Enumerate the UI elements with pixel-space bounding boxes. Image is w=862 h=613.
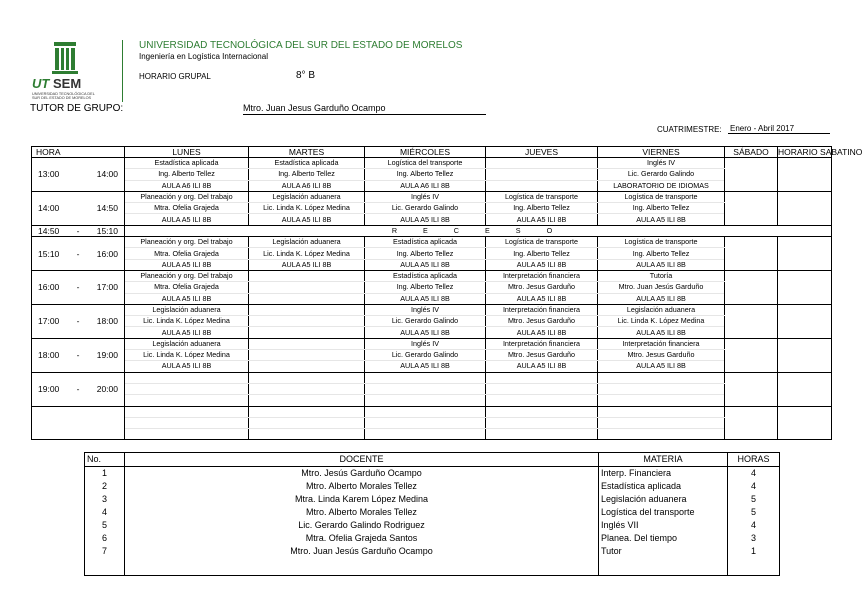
docente-horas: 5 bbox=[728, 493, 780, 506]
schedule-cell-viernes: AULA A5 ILI 8B bbox=[598, 327, 725, 338]
miercoles-header: MIÉRCOLES bbox=[365, 147, 486, 158]
schedule-cell-jueves: Interpretación financiera bbox=[486, 270, 598, 281]
schedule-cell-sabatino bbox=[778, 158, 832, 192]
time-cell bbox=[32, 191, 125, 225]
docente-horas: 4 bbox=[728, 467, 780, 481]
schedule-cell-jueves bbox=[486, 383, 598, 394]
schedule-cell-viernes bbox=[598, 417, 725, 428]
no-header: No. bbox=[85, 453, 125, 467]
schedule-cell-martes: AULA A6 ILI 8B bbox=[249, 180, 365, 191]
schedule-cell-viernes: AULA A5 ILI 8B bbox=[598, 293, 725, 304]
schedule-cell-lunes: Planeación y org. Del trabajo bbox=[125, 270, 249, 281]
schedule-cell-miercoles: AULA A5 ILI 8B bbox=[365, 327, 486, 338]
schedule-cell-martes bbox=[249, 270, 365, 281]
schedule-cell-miercoles bbox=[365, 429, 486, 440]
schedule-cell-lunes: AULA A5 ILI 8B bbox=[125, 214, 249, 225]
time-sep: - bbox=[76, 316, 80, 327]
time-range bbox=[32, 226, 124, 236]
schedule-cell-lunes: Ing. Alberto Tellez bbox=[125, 169, 249, 180]
martes-header: MARTES bbox=[249, 147, 365, 158]
schedule-cell-lunes: AULA A5 ILI 8B bbox=[125, 361, 249, 372]
schedule-cell-miercoles: Inglés IV bbox=[365, 191, 486, 202]
schedule-cell-sabado bbox=[725, 406, 778, 440]
docente-materia: Logística del transporte bbox=[599, 506, 728, 519]
schedule-cell-jueves: Logística de transporte bbox=[486, 191, 598, 202]
time-sep: - bbox=[76, 350, 80, 361]
docente-no: 3 bbox=[85, 493, 125, 506]
schedule-cell-miercoles: Logística del transporte bbox=[365, 158, 486, 169]
schedule-row bbox=[32, 248, 832, 259]
schedule-body bbox=[32, 147, 862, 440]
docente-row bbox=[85, 532, 780, 545]
svg-text:UT: UT bbox=[32, 76, 50, 91]
schedule-cell-martes bbox=[249, 338, 365, 349]
schedule-cell-martes: AULA A5 ILI 8B bbox=[249, 214, 365, 225]
schedule-cell-jueves: Mtro. Jesus Garduño bbox=[486, 282, 598, 293]
time-end: 18:00 bbox=[96, 316, 118, 327]
schedule-cell-viernes: Logística de transporte bbox=[598, 237, 725, 248]
schedule-cell-viernes: Legislación aduanera bbox=[598, 304, 725, 315]
schedule-cell-sabatino bbox=[778, 304, 832, 338]
schedule-cell-viernes: Lic. Gerardo Galindo bbox=[598, 169, 725, 180]
schedule-cell-viernes: Inglés IV bbox=[598, 158, 725, 169]
schedule-row bbox=[32, 338, 832, 349]
docente-materia: Inglés VII bbox=[599, 519, 728, 532]
schedule-row bbox=[32, 203, 832, 214]
schedule-cell-lunes: AULA A5 ILI 8B bbox=[125, 259, 249, 270]
time-start: 18:00 bbox=[38, 350, 60, 361]
docente-row bbox=[85, 545, 780, 558]
schedule-cell-viernes: Ing. Alberto Tellez bbox=[598, 203, 725, 214]
schedule-cell-martes bbox=[249, 406, 365, 417]
docente-row bbox=[85, 493, 780, 506]
time-range bbox=[32, 249, 124, 259]
schedule-row bbox=[32, 282, 832, 293]
schedule-cell-lunes bbox=[125, 417, 249, 428]
schedule-cell-miercoles: AULA A5 ILI 8B bbox=[365, 259, 486, 270]
schedule-cell-viernes: Logística de transporte bbox=[598, 191, 725, 202]
schedule-cell-martes: AULA A5 ILI 8B bbox=[249, 259, 365, 270]
docente-no: 5 bbox=[85, 519, 125, 532]
schedule-cell-lunes bbox=[125, 383, 249, 394]
schedule-cell-martes bbox=[249, 395, 365, 406]
tutor-name: Mtro. Juan Jesus Garduño Ocampo bbox=[243, 103, 486, 115]
schedule-row bbox=[32, 429, 832, 440]
utsem-logo-graphic bbox=[30, 42, 130, 104]
schedule-cell-lunes: Legislación aduanera bbox=[125, 338, 249, 349]
materia-header: MATERIA bbox=[599, 453, 728, 467]
schedule-cell-miercoles: Estadística aplicada bbox=[365, 237, 486, 248]
time-cell bbox=[32, 372, 125, 406]
schedule-cell-miercoles: Ing. Alberto Tellez bbox=[365, 282, 486, 293]
schedule-cell-viernes: Interpretación financiera bbox=[598, 338, 725, 349]
schedule-cell-jueves bbox=[486, 417, 598, 428]
schedule-cell-sabado bbox=[725, 237, 778, 271]
docente-name: Mtro. Alberto Morales Tellez bbox=[125, 480, 599, 493]
schedule-cell-viernes: Ing. Alberto Tellez bbox=[598, 248, 725, 259]
docente-materia: Legislación aduanera bbox=[599, 493, 728, 506]
cuatrimestre-label: CUATRIMESTRE: bbox=[657, 125, 722, 134]
docente-name: Mtro. Alberto Morales Tellez bbox=[125, 506, 599, 519]
time-start: 19:00 bbox=[38, 384, 60, 395]
group-label: 8° B bbox=[296, 70, 316, 81]
schedule-cell-viernes: AULA A5 ILI 8B bbox=[598, 214, 725, 225]
program-name: Ingeniería en Logística Internacional bbox=[139, 52, 268, 61]
tutor-label: TUTOR DE GRUPO: bbox=[30, 103, 124, 114]
docente-materia: Tutor bbox=[599, 545, 728, 558]
schedule-row bbox=[32, 214, 832, 225]
time-sep: - bbox=[76, 384, 80, 395]
schedule-cell-martes: Legislación aduanera bbox=[249, 191, 365, 202]
time-end: 19:00 bbox=[96, 350, 118, 361]
receso-time bbox=[32, 225, 125, 236]
schedule-row bbox=[32, 237, 832, 248]
schedule-cell-lunes bbox=[125, 406, 249, 417]
docente-row bbox=[85, 506, 780, 519]
docente-row bbox=[85, 480, 780, 493]
schedule-cell-sabado bbox=[725, 270, 778, 304]
time-end: 15:10 bbox=[96, 225, 118, 236]
schedule-row bbox=[32, 406, 832, 417]
schedule-cell-lunes: AULA A5 ILI 8B bbox=[125, 293, 249, 304]
time-cell bbox=[32, 237, 125, 271]
docente-name: Mtra. Linda Karem López Medina bbox=[125, 493, 599, 506]
schedule-row bbox=[32, 395, 832, 406]
docentes-table bbox=[84, 452, 780, 576]
schedule-cell-viernes: AULA A5 ILI 8B bbox=[598, 259, 725, 270]
time-cell bbox=[32, 304, 125, 338]
docente-horas: 4 bbox=[728, 480, 780, 493]
schedule-cell-miercoles bbox=[365, 417, 486, 428]
time-start: 15:10 bbox=[38, 248, 60, 259]
schedule-cell-miercoles bbox=[365, 395, 486, 406]
svg-text:SUR DEL ESTADO DE MORELOS: SUR DEL ESTADO DE MORELOS bbox=[32, 96, 92, 100]
schedule-cell-martes: Ing. Alberto Tellez bbox=[249, 169, 365, 180]
schedule-cell-miercoles bbox=[365, 372, 486, 383]
schedule-cell-viernes: LABORATORIO DE IDIOMAS bbox=[598, 180, 725, 191]
schedule-cell-viernes: Mtro. Jesus Garduño bbox=[598, 350, 725, 361]
schedule-cell-sabatino bbox=[778, 338, 832, 372]
lunes-header: LUNES bbox=[125, 147, 249, 158]
schedule-cell-miercoles: Inglés IV bbox=[365, 338, 486, 349]
schedule-cell-lunes: Planeación y org. Del trabajo bbox=[125, 237, 249, 248]
schedule-cell-lunes: Mtra. Ofelia Grajeda bbox=[125, 248, 249, 259]
time-cell bbox=[32, 338, 125, 372]
schedule-row bbox=[32, 372, 832, 383]
schedule-cell-lunes: Planeación y org. Del trabajo bbox=[125, 191, 249, 202]
time-start: 16:00 bbox=[38, 282, 60, 293]
schedule-row bbox=[32, 304, 832, 315]
schedule-row bbox=[32, 169, 832, 180]
time-range bbox=[32, 169, 124, 179]
time-sep: - bbox=[76, 248, 80, 259]
schedule-row bbox=[32, 180, 832, 191]
schedule-cell-martes bbox=[249, 316, 365, 327]
schedule-cell-lunes: Estadística aplicada bbox=[125, 158, 249, 169]
jueves-header: JUEVES bbox=[486, 147, 598, 158]
schedule-cell-martes bbox=[249, 293, 365, 304]
schedule-cell-viernes: AULA A5 ILI 8B bbox=[598, 361, 725, 372]
docente-horas: 4 bbox=[728, 519, 780, 532]
schedule-cell-viernes: Mtro. Juan Jesús Garduño bbox=[598, 282, 725, 293]
schedule-cell-martes bbox=[249, 383, 365, 394]
time-cell bbox=[32, 406, 125, 440]
schedule-cell-viernes bbox=[598, 406, 725, 417]
schedule-cell-sabado bbox=[725, 304, 778, 338]
docente-row-empty bbox=[85, 558, 780, 576]
schedule-cell-jueves bbox=[486, 429, 598, 440]
schedule-cell-jueves: Interpretación financiera bbox=[486, 338, 598, 349]
docente-horas: 5 bbox=[728, 506, 780, 519]
schedule-row bbox=[32, 191, 832, 202]
docente-materia: Estadística aplicada bbox=[599, 480, 728, 493]
schedule-cell-miercoles: Inglés IV bbox=[365, 304, 486, 315]
schedule-cell-miercoles: AULA A6 ILI 8B bbox=[365, 180, 486, 191]
schedule-cell-jueves bbox=[486, 158, 598, 169]
time-start: 17:00 bbox=[38, 316, 60, 327]
schedule-cell-jueves: AULA A5 ILI 8B bbox=[486, 214, 598, 225]
docente-no: 6 bbox=[85, 532, 125, 545]
docente-name: Mtra. Ofelia Grajeda Santos bbox=[125, 532, 599, 545]
schedule-cell-martes bbox=[249, 327, 365, 338]
schedule-cell-miercoles bbox=[365, 383, 486, 394]
schedule-cell-jueves: AULA A5 ILI 8B bbox=[486, 293, 598, 304]
schedule-cell-lunes: AULA A6 ILI 8B bbox=[125, 180, 249, 191]
schedule-cell-sabado bbox=[725, 372, 778, 406]
docente-no: 1 bbox=[85, 467, 125, 481]
schedule-cell-lunes: AULA A5 ILI 8B bbox=[125, 327, 249, 338]
schedule-cell-miercoles: Lic. Gerardo Galindo bbox=[365, 203, 486, 214]
docente-empty-cell bbox=[125, 558, 599, 576]
schedule-cell-miercoles: Lic. Gerardo Galindo bbox=[365, 350, 486, 361]
docente-header: DOCENTE bbox=[125, 453, 599, 467]
time-cell bbox=[32, 158, 125, 192]
schedule-cell-martes: Estadística aplicada bbox=[249, 158, 365, 169]
schedule-cell-sabatino bbox=[778, 406, 832, 440]
docente-empty-cell bbox=[728, 558, 780, 576]
horario-label: HORARIO GRUPAL bbox=[139, 72, 211, 81]
time-end: 17:00 bbox=[96, 282, 118, 293]
schedule-cell-martes bbox=[249, 282, 365, 293]
schedule-cell-sabado bbox=[725, 158, 778, 192]
schedule-cell-viernes: Tutoría bbox=[598, 270, 725, 281]
schedule-cell-jueves: AULA A5 ILI 8B bbox=[486, 327, 598, 338]
schedule-table bbox=[31, 146, 862, 440]
docente-no: 2 bbox=[85, 480, 125, 493]
schedule-cell-martes bbox=[249, 304, 365, 315]
schedule-cell-martes: Lic. Linda K. López Medina bbox=[249, 248, 365, 259]
docente-empty-cell bbox=[85, 558, 125, 576]
schedule-cell-martes bbox=[249, 417, 365, 428]
schedule-cell-lunes: Mtra. Ofelia Grajeda bbox=[125, 203, 249, 214]
schedule-cell-jueves: Logística de transporte bbox=[486, 237, 598, 248]
schedule-cell-jueves: AULA A5 ILI 8B bbox=[486, 361, 598, 372]
schedule-cell-miercoles: Ing. Alberto Tellez bbox=[365, 169, 486, 180]
schedule-cell-jueves: Ing. Alberto Tellez bbox=[486, 248, 598, 259]
svg-text:UNIVERSIDAD TECNOLÓGICA DEL: UNIVERSIDAD TECNOLÓGICA DEL bbox=[32, 92, 95, 96]
schedule-row bbox=[32, 316, 832, 327]
schedule-cell-martes bbox=[249, 350, 365, 361]
schedule-cell-sabatino bbox=[778, 270, 832, 304]
schedule-row bbox=[32, 270, 832, 281]
schedule-cell-martes: Legislación aduanera bbox=[249, 237, 365, 248]
schedule-cell-jueves: AULA A5 ILI 8B bbox=[486, 259, 598, 270]
schedule-cell-miercoles: Lic. Gerardo Galindo bbox=[365, 316, 486, 327]
schedule-row bbox=[32, 417, 832, 428]
docente-empty-cell bbox=[599, 558, 728, 576]
schedule-cell-miercoles: AULA A5 ILI 8B bbox=[365, 214, 486, 225]
time-sep: - bbox=[76, 282, 80, 293]
time-sep: - bbox=[76, 225, 80, 236]
docente-name: Lic. Gerardo Galindo Rodriguez bbox=[125, 519, 599, 532]
schedule-row bbox=[32, 350, 832, 361]
schedule-cell-jueves: Mtro. Jesus Garduño bbox=[486, 316, 598, 327]
schedule-cell-miercoles: AULA A5 ILI 8B bbox=[365, 293, 486, 304]
schedule-cell-martes bbox=[249, 429, 365, 440]
schedule-cell-sabatino bbox=[778, 191, 832, 225]
schedule-cell-sabatino bbox=[778, 372, 832, 406]
schedule-cell-viernes bbox=[598, 395, 725, 406]
schedule-cell-sabatino bbox=[778, 237, 832, 271]
schedule-row bbox=[32, 327, 832, 338]
time-range bbox=[32, 282, 124, 292]
schedule-cell-martes: Lic. Linda K. López Medina bbox=[249, 203, 365, 214]
docente-horas: 1 bbox=[728, 545, 780, 558]
schedule-cell-lunes: Lic. Linda K. López Medina bbox=[125, 350, 249, 361]
schedule-cell-miercoles bbox=[365, 406, 486, 417]
docente-no: 7 bbox=[85, 545, 125, 558]
time-end: 20:00 bbox=[96, 384, 118, 395]
receso-row bbox=[32, 225, 832, 236]
schedule-cell-lunes bbox=[125, 395, 249, 406]
schedule-cell-jueves bbox=[486, 395, 598, 406]
schedule-cell-miercoles: Estadística aplicada bbox=[365, 270, 486, 281]
time-start: 14:50 bbox=[38, 225, 60, 236]
schedule-cell-jueves bbox=[486, 406, 598, 417]
schedule-cell-jueves bbox=[486, 169, 598, 180]
schedule-cell-viernes bbox=[598, 383, 725, 394]
schedule-header-row bbox=[32, 147, 832, 158]
schedule-cell-martes bbox=[249, 372, 365, 383]
time-range bbox=[32, 316, 124, 326]
schedule-cell-jueves: Interpretación financiera bbox=[486, 304, 598, 315]
schedule-row bbox=[32, 361, 832, 372]
docente-materia: Planea. Del tiempo bbox=[599, 532, 728, 545]
receso-label: R E C E S O bbox=[125, 225, 832, 236]
docente-row bbox=[85, 467, 780, 481]
schedule-cell-lunes: Legislación aduanera bbox=[125, 304, 249, 315]
schedule-cell-jueves: Mtro. Jesus Garduño bbox=[486, 350, 598, 361]
cuatrimestre-value: Enero - Abril 2017 bbox=[728, 124, 830, 134]
schedule-cell-sabado bbox=[725, 191, 778, 225]
time-end: 16:00 bbox=[96, 248, 118, 259]
docentes-body bbox=[85, 453, 780, 576]
schedule-cell-viernes bbox=[598, 372, 725, 383]
schedule-cell-lunes: Lic. Linda K. López Medina bbox=[125, 316, 249, 327]
hora-header: HORA bbox=[32, 147, 125, 158]
docentes-header-row bbox=[85, 453, 780, 467]
schedule-cell-viernes: Lic. Linda K. López Medina bbox=[598, 316, 725, 327]
time-cell bbox=[32, 270, 125, 304]
time-range bbox=[32, 384, 124, 394]
schedule-cell-jueves: Ing. Alberto Tellez bbox=[486, 203, 598, 214]
schedule-row bbox=[32, 383, 832, 394]
viernes-header: VIERNES bbox=[598, 147, 725, 158]
header-divider bbox=[122, 40, 123, 102]
time-end: 14:00 bbox=[96, 169, 118, 180]
docente-name: Mtro. Jesús Garduño Ocampo bbox=[125, 467, 599, 481]
schedule-cell-lunes bbox=[125, 429, 249, 440]
docente-name: Mtro. Juan Jesús Garduño Ocampo bbox=[125, 545, 599, 558]
time-range bbox=[32, 350, 124, 360]
sabatino-header: HORARIO SABATINO bbox=[778, 147, 862, 157]
docente-horas: 3 bbox=[728, 532, 780, 545]
schedule-cell-miercoles: AULA A5 ILI 8B bbox=[365, 361, 486, 372]
schedule-cell-jueves bbox=[486, 372, 598, 383]
utsem-logo bbox=[30, 42, 130, 104]
docente-row bbox=[85, 519, 780, 532]
schedule-cell-jueves bbox=[486, 180, 598, 191]
schedule-cell-sabado bbox=[725, 338, 778, 372]
schedule-cell-lunes: Mtra. Ofelia Grajeda bbox=[125, 282, 249, 293]
schedule-row bbox=[32, 158, 832, 169]
horas-header: HORAS bbox=[728, 453, 780, 467]
schedule-row bbox=[32, 293, 832, 304]
docente-no: 4 bbox=[85, 506, 125, 519]
time-start: 14:00 bbox=[38, 203, 60, 214]
time-end: 14:50 bbox=[96, 203, 118, 214]
schedule-cell-viernes bbox=[598, 429, 725, 440]
schedule-cell-miercoles: Ing. Alberto Tellez bbox=[365, 248, 486, 259]
time-start: 13:00 bbox=[38, 169, 60, 180]
schedule-cell-martes bbox=[249, 361, 365, 372]
docente-materia: Interp. Financiera bbox=[599, 467, 728, 481]
svg-text:SEM: SEM bbox=[53, 76, 82, 91]
schedule-cell-lunes bbox=[125, 372, 249, 383]
time-range bbox=[32, 203, 124, 213]
schedule-row bbox=[32, 259, 832, 270]
sabado-header: SÁBADO bbox=[725, 147, 778, 158]
university-name: UNIVERSIDAD TECNOLÓGICA DEL SUR DEL ESTADO DE MORELOS bbox=[139, 40, 463, 51]
